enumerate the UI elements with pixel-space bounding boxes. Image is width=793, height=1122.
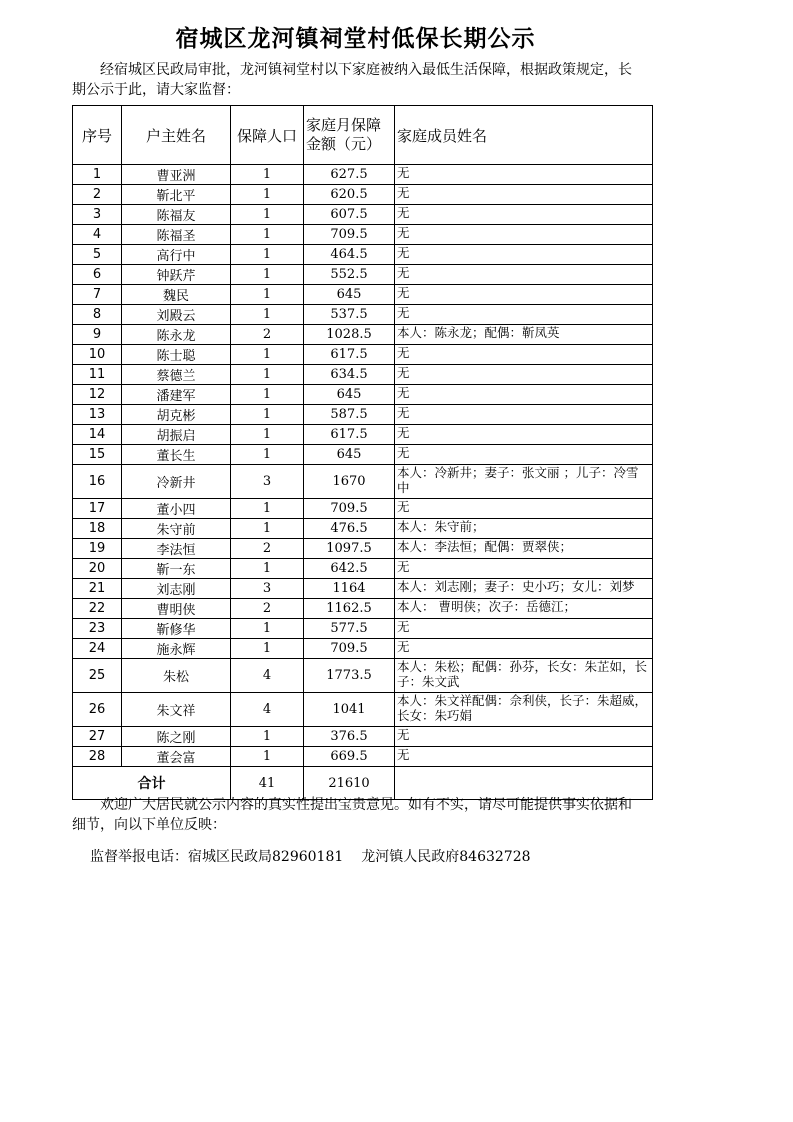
row-index: 26 <box>73 693 122 727</box>
row-index: 22 <box>73 599 122 619</box>
row-count: 2 <box>231 599 304 619</box>
row-head-name: 董会富 <box>122 747 231 767</box>
row-head-name: 刘殿云 <box>122 305 231 325</box>
row-amount: 376.5 <box>304 727 395 747</box>
table-row <box>73 285 653 305</box>
feedback-paragraph <box>72 795 637 835</box>
row-index: 8 <box>73 305 122 325</box>
table-row <box>73 205 653 225</box>
row-count: 1 <box>231 165 304 185</box>
row-index: 19 <box>73 539 122 559</box>
row-index: 5 <box>73 245 122 265</box>
header-head-name: 户主姓名 <box>122 106 231 165</box>
row-amount: 709.5 <box>304 639 395 659</box>
table-row <box>73 659 653 693</box>
header-family: 家庭成员姓名 <box>395 106 653 165</box>
table-row <box>73 325 653 345</box>
row-index: 16 <box>73 465 122 499</box>
row-family: 无 <box>395 185 653 205</box>
row-head-name: 朱松 <box>122 659 231 693</box>
row-amount: 634.5 <box>304 365 395 385</box>
row-index: 27 <box>73 727 122 747</box>
table-row <box>73 465 653 499</box>
row-family: 无 <box>395 425 653 445</box>
total-amount: 21610 <box>304 767 395 800</box>
feedback-text: 欢迎广大居民就公示内容的真实性提出宝贵意见。如有不实，请尽可能提供事实依据和细节，向以下单位反映： <box>72 797 632 833</box>
row-family: 无 <box>395 445 653 465</box>
row-head-name: 胡克彬 <box>122 405 231 425</box>
row-head-name: 靳修华 <box>122 619 231 639</box>
row-amount: 552.5 <box>304 265 395 285</box>
row-count: 1 <box>231 345 304 365</box>
table-row <box>73 693 653 727</box>
row-count: 1 <box>231 499 304 519</box>
header-amount-line2: 金额（元） <box>306 135 382 153</box>
row-amount: 709.5 <box>304 225 395 245</box>
header-amount <box>304 106 395 165</box>
table-row <box>73 405 653 425</box>
row-amount: 1773.5 <box>304 659 395 693</box>
row-family: 无 <box>395 619 653 639</box>
row-amount: 1097.5 <box>304 539 395 559</box>
hotline <box>90 846 549 866</box>
row-amount: 1162.5 <box>304 599 395 619</box>
table-row <box>73 185 653 205</box>
row-head-name: 冷新井 <box>122 465 231 499</box>
row-family: 无 <box>395 225 653 245</box>
page-title: 宿城区龙河镇祠堂村低保长期公示 <box>175 26 536 52</box>
row-count: 1 <box>231 265 304 285</box>
table-row <box>73 265 653 285</box>
row-amount: 1164 <box>304 579 395 599</box>
table-body <box>73 165 653 767</box>
row-family: 无 <box>395 747 653 767</box>
table-row <box>73 747 653 767</box>
row-index: 21 <box>73 579 122 599</box>
row-family: 无 <box>395 345 653 365</box>
row-family: 无 <box>395 205 653 225</box>
row-amount: 709.5 <box>304 499 395 519</box>
row-family: 本人：朱文祥配偶：佘利侠，长子：朱超威，长女：朱巧娟 <box>395 693 653 727</box>
table-row <box>73 445 653 465</box>
row-family: 本人： 曹明侠；次子：岳德江； <box>395 599 653 619</box>
table-row <box>73 345 653 365</box>
row-count: 1 <box>231 425 304 445</box>
row-family: 无 <box>395 285 653 305</box>
row-index: 18 <box>73 519 122 539</box>
table-row <box>73 165 653 185</box>
row-index: 12 <box>73 385 122 405</box>
table-header-row <box>73 106 653 165</box>
row-index: 4 <box>73 225 122 245</box>
row-count: 1 <box>231 519 304 539</box>
row-family: 无 <box>395 405 653 425</box>
row-family: 无 <box>395 305 653 325</box>
row-index: 25 <box>73 659 122 693</box>
row-count: 1 <box>231 405 304 425</box>
table-row <box>73 385 653 405</box>
row-index: 11 <box>73 365 122 385</box>
row-count: 1 <box>231 727 304 747</box>
row-amount: 617.5 <box>304 345 395 365</box>
row-amount: 1670 <box>304 465 395 499</box>
row-count: 2 <box>231 325 304 345</box>
table-row <box>73 579 653 599</box>
row-family: 无 <box>395 639 653 659</box>
row-head-name: 朱守前 <box>122 519 231 539</box>
row-family: 无 <box>395 165 653 185</box>
row-count: 3 <box>231 579 304 599</box>
row-head-name: 陈士聪 <box>122 345 231 365</box>
row-count: 1 <box>231 365 304 385</box>
row-head-name: 陈福圣 <box>122 225 231 245</box>
row-index: 20 <box>73 559 122 579</box>
header-index: 序号 <box>73 106 122 165</box>
row-index: 14 <box>73 425 122 445</box>
row-head-name: 靳一东 <box>122 559 231 579</box>
row-head-name: 朱文祥 <box>122 693 231 727</box>
row-family: 本人：陈永龙；配偶：靳凤英 <box>395 325 653 345</box>
table-row <box>73 519 653 539</box>
row-amount: 617.5 <box>304 425 395 445</box>
table-row <box>73 559 653 579</box>
row-head-name: 陈之刚 <box>122 727 231 747</box>
row-family: 无 <box>395 727 653 747</box>
row-count: 2 <box>231 539 304 559</box>
row-family: 本人：朱松；配偶：孙芬，长女：朱芷如，长子：朱文武 <box>395 659 653 693</box>
row-amount: 620.5 <box>304 185 395 205</box>
table-row <box>73 499 653 519</box>
row-count: 1 <box>231 747 304 767</box>
row-index: 28 <box>73 747 122 767</box>
row-amount: 577.5 <box>304 619 395 639</box>
table-row <box>73 599 653 619</box>
intro-paragraph <box>72 60 637 100</box>
row-family: 本人：刘志刚；妻子：史小巧；女儿：刘梦 <box>395 579 653 599</box>
row-index: 23 <box>73 619 122 639</box>
row-count: 1 <box>231 385 304 405</box>
row-amount: 1028.5 <box>304 325 395 345</box>
row-head-name: 钟跃芹 <box>122 265 231 285</box>
row-family: 本人：冷新井；妻子：张文丽 ；儿子：冷雪中 <box>395 465 653 499</box>
table-row <box>73 727 653 747</box>
row-family: 无 <box>395 499 653 519</box>
row-head-name: 潘建军 <box>122 385 231 405</box>
row-head-name: 靳北平 <box>122 185 231 205</box>
row-index: 17 <box>73 499 122 519</box>
row-index: 3 <box>73 205 122 225</box>
header-amount-line1: 家庭月保障 <box>306 116 382 134</box>
row-family: 本人：李法恒；配偶：贾翠侠； <box>395 539 653 559</box>
row-family: 本人：朱守前； <box>395 519 653 539</box>
row-count: 1 <box>231 445 304 465</box>
row-count: 1 <box>231 305 304 325</box>
row-index: 7 <box>73 285 122 305</box>
row-head-name: 蔡德兰 <box>122 365 231 385</box>
row-head-name: 董长生 <box>122 445 231 465</box>
table-row <box>73 245 653 265</box>
row-index: 10 <box>73 345 122 365</box>
row-count: 1 <box>231 225 304 245</box>
row-head-name: 魏民 <box>122 285 231 305</box>
row-head-name: 李法恒 <box>122 539 231 559</box>
row-count: 3 <box>231 465 304 499</box>
row-index: 24 <box>73 639 122 659</box>
table-row <box>73 225 653 245</box>
row-amount: 464.5 <box>304 245 395 265</box>
row-amount: 642.5 <box>304 559 395 579</box>
row-head-name: 董小四 <box>122 499 231 519</box>
row-index: 2 <box>73 185 122 205</box>
row-count: 1 <box>231 559 304 579</box>
header-count: 保障人口 <box>231 106 304 165</box>
row-index: 1 <box>73 165 122 185</box>
row-amount: 476.5 <box>304 519 395 539</box>
row-amount: 1041 <box>304 693 395 727</box>
row-family: 无 <box>395 245 653 265</box>
row-index: 9 <box>73 325 122 345</box>
table-row <box>73 365 653 385</box>
row-family: 无 <box>395 365 653 385</box>
row-head-name: 胡振启 <box>122 425 231 445</box>
hotline-town: 龙河镇人民政府84632728 <box>361 849 531 865</box>
row-head-name: 高行中 <box>122 245 231 265</box>
row-count: 4 <box>231 659 304 693</box>
row-index: 6 <box>73 265 122 285</box>
row-count: 1 <box>231 245 304 265</box>
hotline-civil-affairs: 监督举报电话：宿城区民政局82960181 <box>90 849 344 865</box>
row-index: 15 <box>73 445 122 465</box>
row-count: 4 <box>231 693 304 727</box>
row-amount: 537.5 <box>304 305 395 325</box>
total-label: 合计 <box>73 767 231 800</box>
row-head-name: 陈永龙 <box>122 325 231 345</box>
row-count: 1 <box>231 185 304 205</box>
row-amount: 645 <box>304 285 395 305</box>
table-row <box>73 305 653 325</box>
row-family: 无 <box>395 385 653 405</box>
row-amount: 627.5 <box>304 165 395 185</box>
row-amount: 645 <box>304 385 395 405</box>
row-count: 1 <box>231 639 304 659</box>
row-head-name: 刘志刚 <box>122 579 231 599</box>
row-count: 1 <box>231 205 304 225</box>
row-family: 无 <box>395 265 653 285</box>
row-index: 13 <box>73 405 122 425</box>
table-row <box>73 425 653 445</box>
row-head-name: 曹明侠 <box>122 599 231 619</box>
total-count: 41 <box>231 767 304 800</box>
allowance-table <box>72 105 653 800</box>
table-row <box>73 539 653 559</box>
table-row <box>73 639 653 659</box>
row-amount: 645 <box>304 445 395 465</box>
row-amount: 607.5 <box>304 205 395 225</box>
row-head-name: 陈福友 <box>122 205 231 225</box>
row-count: 1 <box>231 619 304 639</box>
row-head-name: 施永辉 <box>122 639 231 659</box>
row-family: 无 <box>395 559 653 579</box>
row-amount: 669.5 <box>304 747 395 767</box>
table-row <box>73 619 653 639</box>
intro-text: 经宿城区民政局审批，龙河镇祠堂村以下家庭被纳入最低生活保障，根据政策规定，长期公示于此，请大家监督： <box>72 62 632 98</box>
row-amount: 587.5 <box>304 405 395 425</box>
row-count: 1 <box>231 285 304 305</box>
row-head-name: 曹亚洲 <box>122 165 231 185</box>
